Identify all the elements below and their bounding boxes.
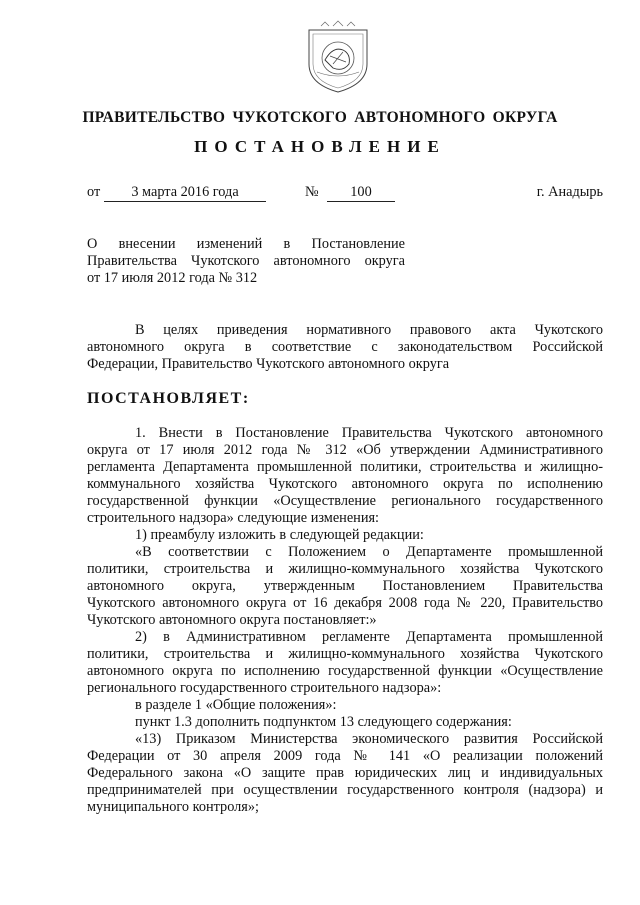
preamble-line: Федерации, Правительство Чукотского автономного округа [87, 356, 450, 372]
body-line: коммунального хозяйства Чукотского автономного округа по исполнению [87, 476, 603, 492]
document-place: г. Анадырь [536, 184, 603, 200]
body-line: политики, строительства и жилищно-коммунального хозяйства Чукотского [87, 561, 603, 577]
document-date: 3 марта 2016 года [104, 184, 266, 202]
preamble-line: В целях приведения нормативного правового акта Чукотского [135, 322, 603, 338]
body-line: в разделе 1 «Общие положения»: [135, 697, 337, 713]
body-line: Федерального закона «О защите прав юридических лиц и индивидуальных [87, 765, 603, 781]
number-prefix: № [305, 184, 319, 200]
body-line: «В соответствии с Положением о Департаменте промышленной [135, 544, 603, 560]
body-line: пункт 1.3 дополнить подпунктом 13 следующего содержания: [135, 714, 512, 730]
body-line: Федерации от 30 апреля 2009 года № 141 «О реализации положений [87, 748, 603, 764]
document-type: ПОСТАНОВЛЕНИЕ [194, 137, 446, 156]
body-line: регламента Департамента промышленной политики, строительства и жилищно- [87, 459, 603, 475]
body-line: муниципального контроля»; [87, 799, 259, 815]
document-body [87, 425, 603, 816]
body-line: регионального государственного строительного надзора»: [87, 680, 442, 696]
document-subject [87, 236, 405, 287]
body-line: «13) Приказом Министерства экономического развития Российской [135, 731, 603, 747]
coat-of-arms-emblem [303, 20, 373, 96]
body-line: автономного округа, утвержденным Постановлением Правительства [87, 578, 603, 594]
body-line: округа от 17 июля 2012 года № 312 «Об утверждении Административного [87, 442, 603, 458]
subject-line: от 17 июля 2012 года № 312 [87, 270, 258, 286]
body-line: 2) в Административном регламенте Департамента промышленной [135, 629, 603, 645]
body-line: строительного надзора» следующие изменения: [87, 510, 380, 526]
body-line: предпринимателей при осуществлении государственного контроля (надзора) и [87, 782, 603, 798]
subject-line: О внесении изменений в Постановление [87, 236, 405, 252]
subject-line: Правительства Чукотского автономного округа [87, 253, 405, 269]
document-number: 100 [327, 184, 395, 202]
body-line: государственной функции «Осуществление регионального государственного [87, 493, 603, 509]
body-line: политики, строительства и жилищно-коммунального хозяйства Чукотского [87, 646, 603, 662]
body-line: 1) преамбулу изложить в следующей редакции: [135, 527, 424, 543]
body-line: автономного округа по исполнению государственной функции «Осуществление [87, 663, 603, 679]
government-title: ПРАВИТЕЛЬСТВО ЧУКОТСКОГО АВТОНОМНОГО ОКРУГА [82, 109, 558, 126]
body-line: 1. Внести в Постановление Правительства Чукотского автономного [135, 425, 603, 441]
body-line: Чукотского автономного округа постановляет:» [87, 612, 377, 628]
body-line: Чукотского автономного округа от 16 декабря 2008 года № 220, Правительство [87, 595, 603, 611]
date-prefix: от [87, 184, 101, 200]
preamble-paragraph [87, 322, 603, 373]
preamble-line: автономного округа в соответствие с законодательством Российской [87, 339, 603, 355]
resolve-heading: ПОСТАНОВЛЯЕТ: [87, 390, 250, 407]
